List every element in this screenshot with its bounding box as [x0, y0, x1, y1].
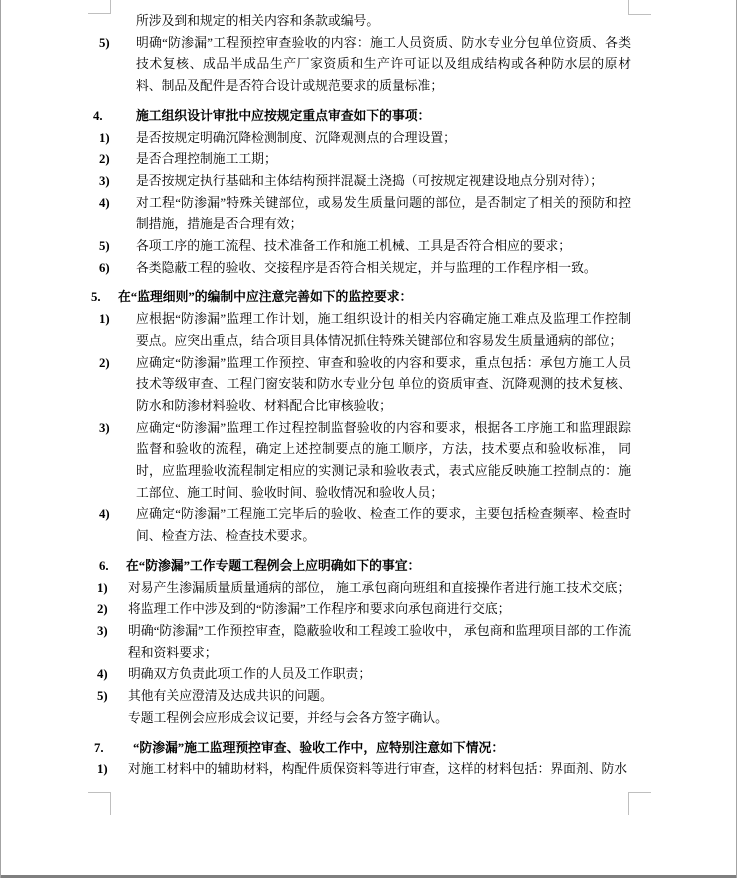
- meeting-minutes-note: 专题工程例会应形成会议记要，并经与会各方签字确认。: [128, 710, 448, 725]
- list-item-number: 3): [97, 623, 108, 638]
- list-item-text: 将监理工作中涉及到的“防渗漏”工作程序和要求向承包商进行交底；: [128, 602, 511, 617]
- list-item-number: 4): [97, 667, 108, 682]
- list-item: [91, 599, 631, 621]
- list-item-number: 1): [99, 312, 110, 327]
- list-item-text: 应根据“防渗漏”监理工作计划，施工组织设计的相关内容确定施工难点及监理工作控制要点。应突出重点，结合项目具体情况抓住特殊关键部位和容易发生质量通病的部位；: [136, 312, 631, 348]
- list-item-text: 各项工序的施工流程、技术准备工作和施工机械、工具是否符合相应的要求；: [136, 239, 572, 254]
- list-item: [91, 236, 631, 258]
- list-item: [91, 759, 631, 781]
- list-item: [91, 418, 631, 505]
- list-item-number: 5): [99, 35, 110, 50]
- list-item-text: 对施工材料中的辅助材料，构配件质保资料等进行审查，这样的材料包括：界面剂、防水: [128, 762, 628, 777]
- list-item-text: 其他有关应澄清及达成共识的问题。: [128, 689, 333, 704]
- section-number: 4.: [93, 108, 103, 123]
- list-item-text: 对工程“防渗漏”特殊关键部位，或易发生质量问题的部位，是否制定了相关的预防和控制措施，措施是否合理有效；: [136, 195, 631, 232]
- list-item-number: 1): [99, 130, 110, 145]
- list-item-number: 4): [99, 195, 110, 210]
- list-item-number: 2): [97, 602, 108, 617]
- list-item-number: 5): [97, 689, 108, 704]
- list-item-text: 应确定“防渗漏”监理工作过程控制监督验收的内容和要求，根据各工序施工和监理跟踪监督和验收的流程，确定上述控制要点的施工顺序，方法，技术要点和验收标准， 同时，应监理验收流程制定相应的实测记录和验收表式，表式应能反映施工控制点的：施工部位、施工时间、验收时间、验收情况和验收人员；: [136, 420, 631, 500]
- list-item-text: 明确“防渗漏”工程预控审查验收的内容：施工人员资质、防水专业分包单位资质、各类技术复核、成品半成品生产厂家资质和生产许可证以及组成结构或各种防水层的原材料、制品及配件是否符合设计或规范要求的质量标准；: [136, 35, 631, 94]
- section-number: 7.: [94, 740, 104, 755]
- list-item-number: 4): [99, 507, 110, 522]
- section-title: 施工组织设计审批中应按规定重点审查如下的事项：: [136, 108, 431, 123]
- carryover-continuation-line: 所涉及到和规定的相关内容和条款或编号。: [136, 14, 380, 28]
- list-item-text: 对易产生渗漏质量质量通病的部位， 施工承包商向班组和直接操作者进行施工技术交底；: [128, 580, 631, 595]
- section-heading: [91, 738, 631, 760]
- list-item-text: 是否按规定明确沉降检测制度、沉降观测点的合理设置；: [136, 130, 456, 145]
- list-item-text: 明确“防渗漏”工作预控审查，隐蔽验收和工程竣工验收中， 承包商和监理项目部的工作流程和资料要求；: [128, 623, 631, 660]
- list-item-text: 应确定“防渗漏”工程施工完毕后的验收、检查工作的要求，主要包括检查频率、检查时间、检查方法、检查技术要求。: [136, 507, 631, 544]
- margin-crop-mark-bottom-left: [88, 792, 111, 815]
- list-item: [91, 309, 631, 352]
- list-item: [91, 353, 631, 418]
- page-content: [91, 11, 631, 781]
- section-title: 在“监理细则”的编制中应注意完善如下的监控要求：: [118, 290, 413, 305]
- section-heading: [91, 287, 631, 309]
- list-item-text: 应确定“防渗漏”监理工作预控、审查和验收的内容和要求，重点包括：承包方施工人员技术等级审查、工程门窗安装和防水专业分包 单位的资质审查、沉降观测的技术复核、防水和防渗材料验收、材料配合比审核验收；: [136, 355, 631, 413]
- section-title: “防渗漏”施工监理预控审查、验收工作中，应特别注意如下情况：: [133, 740, 505, 755]
- list-item-number: 1): [97, 762, 108, 777]
- list-item: [91, 621, 631, 664]
- section-number: 5.: [91, 290, 101, 305]
- list-item-number: 3): [99, 420, 110, 435]
- margin-crop-mark-bottom-right: [628, 792, 651, 815]
- section-heading: [91, 106, 631, 128]
- list-item: [91, 664, 631, 686]
- list-item: [91, 171, 631, 193]
- section-heading: [91, 556, 631, 578]
- list-item: [91, 149, 631, 171]
- list-item-number: 1): [97, 580, 108, 595]
- list-item-text: 是否合理控制施工工期；: [136, 152, 277, 167]
- list-item: [91, 504, 631, 547]
- list-item: [91, 258, 631, 280]
- list-item: [91, 578, 631, 600]
- list-item: [91, 33, 631, 98]
- list-item-number: 2): [99, 152, 110, 167]
- margin-crop-mark-top-right: [628, 0, 651, 15]
- list-item: [91, 686, 631, 708]
- list-item-number: 2): [99, 355, 110, 370]
- list-item-text: 是否按规定执行基础和主体结构预拌混凝土浇捣（可按规定视建设地点分别对待）；: [136, 173, 604, 188]
- list-item-number: 5): [99, 239, 110, 254]
- section-title: 在“防渗漏”工作专题工程例会上应明确如下的事宜：: [126, 558, 421, 573]
- list-item: [91, 128, 631, 150]
- list-item-text: 明确双方负责此项工作的人员及工作职责；: [128, 667, 372, 682]
- list-item-number: 3): [99, 173, 110, 188]
- list-item-number: 6): [99, 260, 110, 275]
- section-number: 6.: [99, 558, 109, 573]
- list-item: [91, 193, 631, 236]
- list-item-text: 各类隐蔽工程的验收、交接程序是否符合相关规定，并与监理的工作程序相一致。: [136, 260, 597, 275]
